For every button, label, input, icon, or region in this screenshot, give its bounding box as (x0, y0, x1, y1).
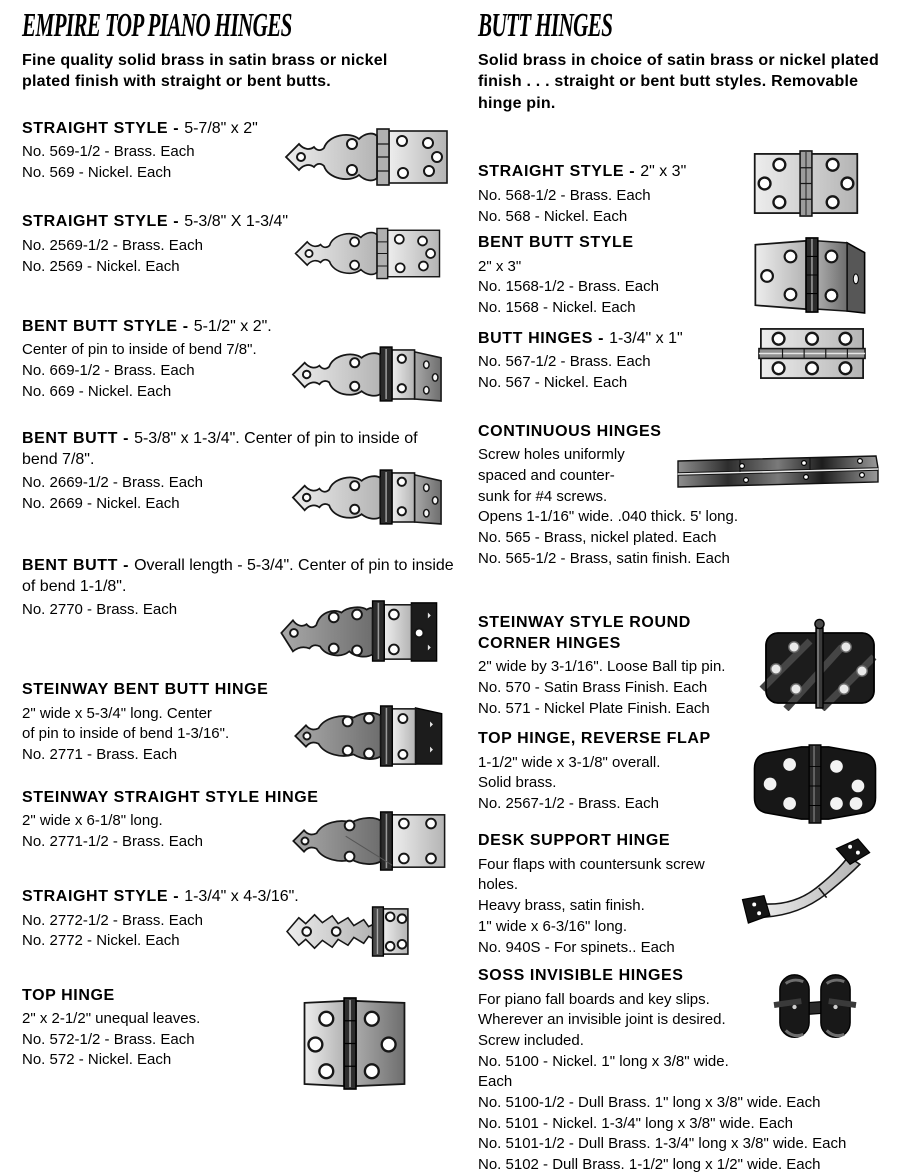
product-section-2669 (22, 429, 454, 526)
product-line: For piano fall boards and key slips. (478, 990, 710, 1008)
product-line: No. 1568 - Nickel. Each (478, 299, 636, 317)
product-section-2771 (22, 680, 454, 767)
product-line: No. 565-1/2 - Brass, satin finish. Each (478, 549, 730, 567)
product-line: No. 5101-1/2 - Dull Brass. 1-3/4" long x 3/8" wide. Each (478, 1135, 847, 1153)
product-line: No. 2569-1/2 - Brass. Each (22, 236, 203, 254)
product-section-2772 (22, 887, 454, 959)
right-column-intro: Solid brass in choice of satin brass or nickel plated finish . . . straight or bent butt styles. Removable hinge pin. (478, 51, 879, 112)
left-column-title: EMPIRE TOP PIANO HINGES (22, 7, 292, 44)
hinge-2771-half-image (288, 809, 448, 873)
product-line: 2" x 2-1/2" unequal leaves. (22, 1010, 201, 1028)
hinge-2567-reverse-flap-image (746, 743, 884, 825)
product-heading: TOP HINGE (22, 986, 115, 1004)
product-line: Opens 1-1/16" wide. .040 thick. 5' long. (478, 508, 739, 526)
product-line: 1-1/2" wide x 3-1/8" overall. (478, 753, 661, 771)
product-line: No. 2669-1/2 - Brass. Each (22, 474, 203, 492)
product-section-1568 (478, 233, 884, 319)
product-heading: BENT BUTT - Overall length - 5-3/4". Center of pin to inside of bend 1-1/8". (22, 557, 454, 595)
product-section-soss (478, 966, 884, 1176)
product-heading: STEINWAY STYLE ROUND CORNER HINGES (478, 614, 691, 652)
product-heading: CONTINUOUS HINGES (478, 422, 662, 440)
product-line: No. 669-1/2 - Brass. Each (22, 361, 195, 379)
product-heading: STRAIGHT STYLE - 5-7/8" x 2" (22, 119, 258, 137)
product-line: No. 568-1/2 - Brass. Each (478, 186, 651, 204)
right-column (478, 8, 884, 1176)
product-section-669 (22, 317, 454, 403)
product-line: No. 2771-1/2 - Brass. Each (22, 832, 203, 850)
hinge-940s-desk-support-image (734, 835, 884, 925)
product-line: 2" wide by 3-1/16". Loose Ball tip pin. (478, 658, 726, 676)
product-line: No. 572-1/2 - Brass. Each (22, 1030, 195, 1048)
product-heading: STEINWAY STRAIGHT STYLE HINGE (22, 788, 319, 806)
product-line: No. 572 - Nickel. Each (22, 1051, 172, 1069)
product-section-940s (478, 831, 884, 958)
hinge-1568-image (750, 235, 870, 315)
product-line: 1" wide x 6-3/16" long. (478, 917, 628, 935)
product-section-2771-half (22, 788, 454, 873)
product-line: No. 2669 - Nickel. Each (22, 494, 180, 512)
product-line: spaced and counter- (478, 466, 615, 484)
product-line: No. 5102 - Dull Brass. 1-1/2" long x 1/2" wide. Each (478, 1156, 821, 1174)
hinge-568-image (750, 148, 862, 219)
product-line: No. 565 - Brass, nickel plated. Each (478, 528, 717, 546)
product-heading: STRAIGHT STYLE - 2" x 3" (478, 163, 687, 181)
hinge-570-round-corner-image (756, 617, 884, 711)
product-line: sunk for #4 screws. (478, 487, 608, 505)
product-section-567 (478, 329, 884, 394)
product-line: No. 5100 - Nickel. 1" long x 3/8" wide. (478, 1052, 729, 1070)
product-line: No. 567 - Nickel. Each (478, 374, 628, 391)
product-heading: BUTT HINGES - 1-3/4" x 1" (478, 329, 683, 347)
hinge-572-image (298, 995, 410, 1091)
product-line: Each (478, 1073, 513, 1091)
product-heading: SOSS INVISIBLE HINGES (478, 967, 684, 985)
product-line: Four flaps with countersunk screw holes. (478, 855, 705, 894)
product-line: No. 5100-1/2 - Dull Brass. 1" long x 3/8" wide. Each (478, 1094, 821, 1112)
left-column-intro: Fine quality solid brass in satin brass or nickel plated finish with straight or bent butts. (22, 51, 388, 91)
product-line: No. 567-1/2 - Brass. Each (478, 353, 651, 371)
product-heading: TOP HINGE, REVERSE FLAP (478, 730, 711, 748)
product-line: No. 571 - Nickel Plate Finish. Each (478, 699, 710, 717)
product-section-2770 (22, 556, 454, 664)
product-line: No. 2567-1/2 - Brass. Each (478, 795, 659, 813)
product-heading: STRAIGHT STYLE - 5-3/8" X 1-3/4" (22, 213, 289, 231)
hinge-2770-image (276, 598, 440, 664)
right-column-title: BUTT HINGES (478, 7, 613, 44)
left-column (22, 8, 454, 1176)
hinge-soss-invisible-image (764, 966, 866, 1048)
product-line: No. 569-1/2 - Brass. Each (22, 143, 195, 161)
hinge-565-continuous-image (670, 451, 884, 495)
product-line: No. 2569 - Nickel. Each (22, 257, 180, 275)
product-line: 2" wide x 5-3/4" long. Center (22, 704, 212, 722)
product-line: No. 2772-1/2 - Brass. Each (22, 911, 203, 929)
product-section-569 (22, 119, 454, 190)
product-line: No. 940S - For spinets.. Each (478, 938, 675, 956)
product-heading: STEINWAY BENT BUTT HINGE (22, 681, 269, 699)
hinge-567-image (756, 325, 868, 382)
product-line: No. 568 - Nickel. Each (478, 207, 628, 225)
product-heading: BENT BUTT - 5-3/8" x 1-3/4". Center of pin to inside of bend 7/8". (22, 430, 418, 468)
product-line: No. 669 - Nickel. Each (22, 382, 172, 400)
product-line: No. 5101 - Nickel. 1-3/4" long x 3/8" wide. Each (478, 1114, 793, 1132)
product-line: No. 1568-1/2 - Brass. Each (478, 278, 659, 296)
hinge-569-image (282, 124, 452, 190)
product-heading: BENT BUTT STYLE - 5-1/2" x 2". (22, 317, 272, 335)
product-line: 2" wide x 6-1/8" long. (22, 812, 163, 830)
product-section-2569 (22, 212, 454, 282)
hinge-669-image (289, 344, 444, 403)
product-section-572 (22, 986, 454, 1091)
product-heading: DESK SUPPORT HINGE (478, 832, 671, 850)
product-line: Heavy brass, satin finish. (478, 897, 645, 915)
product-heading: STRAIGHT STYLE - 1-3/4" x 4-3/16". (22, 888, 299, 906)
product-line: No. 2772 - Nickel. Each (22, 932, 180, 950)
product-line: 2" x 3" (478, 257, 522, 275)
product-heading: BENT BUTT STYLE (478, 234, 634, 252)
hinge-2569-image (292, 224, 444, 283)
hinge-2772-image (282, 903, 410, 960)
product-section-565 (478, 422, 884, 570)
product-section-568 (478, 148, 884, 227)
product-line: No. 570 - Satin Brass Finish. Each (478, 678, 708, 696)
hinge-2669-image (289, 467, 444, 526)
product-line: Solid brass. (478, 774, 557, 792)
product-line: Wherever an invisible joint is desired. (478, 1011, 726, 1029)
hinge-2771-image (290, 704, 446, 768)
product-line: Screw holes uniformly (478, 446, 625, 464)
product-section-2567 (478, 729, 884, 825)
product-line: No. 2770 - Brass. Each (22, 601, 178, 619)
product-line: of pin to inside of bend 1-3/16". (22, 725, 230, 743)
product-line: Screw included. (478, 1032, 584, 1050)
product-line: Center of pin to inside of bend 7/8". (22, 341, 257, 359)
product-section-570 (478, 613, 884, 719)
product-line: No. 569 - Nickel. Each (22, 164, 172, 182)
product-line: No. 2771 - Brass. Each (22, 746, 178, 763)
